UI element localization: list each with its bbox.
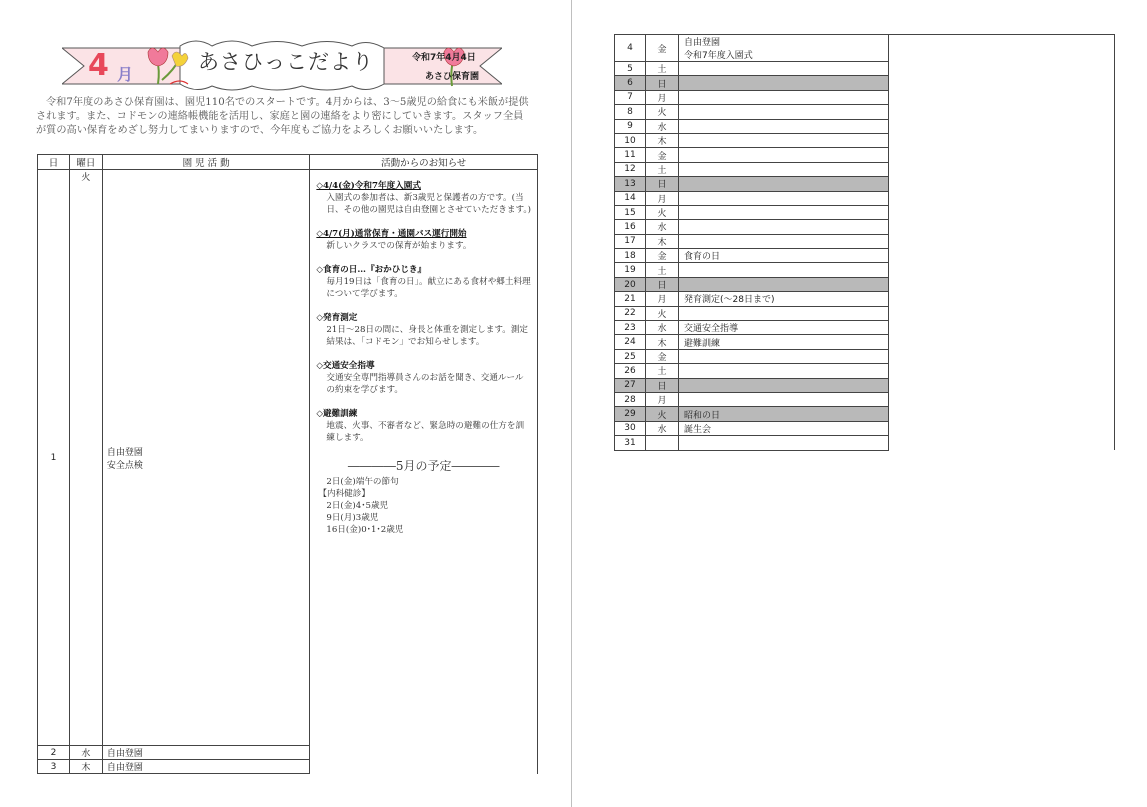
activity-line: 避難訓練 — [684, 338, 721, 349]
month-number: 4 — [88, 48, 109, 83]
weekday-cell: 木 — [646, 335, 679, 349]
day-cell: 8 — [615, 105, 646, 119]
activity-cell — [679, 321, 889, 335]
header-activity: 園 児 活 動 — [102, 155, 310, 170]
activity-cell — [679, 76, 889, 90]
day-cell: 22 — [615, 306, 646, 320]
notice-item — [316, 228, 531, 252]
day-cell: 12 — [615, 162, 646, 176]
notice-title: ◇避難訓練 — [316, 409, 358, 419]
schedule-table-left — [37, 154, 538, 774]
activity-cell — [679, 349, 889, 363]
weekday-cell: 水 — [646, 321, 679, 335]
day-cell: 24 — [615, 335, 646, 349]
weekday-cell: 土 — [646, 364, 679, 378]
activity-cell — [679, 249, 889, 263]
next-month-line: 16日(金)0･1･2歳児 — [326, 525, 404, 535]
next-month-line: 9日(月)3歳児 — [326, 513, 379, 523]
weekday-cell: 日 — [646, 177, 679, 191]
table-header-row — [38, 155, 538, 170]
notice-title: ◇発育測定 — [316, 313, 358, 323]
activity-line: 昭和の日 — [684, 410, 721, 421]
page-divider — [571, 0, 572, 807]
notice-body: 毎月19日は「食育の日」。献立にある食材や郷土料理について学びます。 — [326, 277, 531, 299]
activity-cell — [679, 378, 889, 392]
weekday-cell: 木 — [646, 133, 679, 147]
activity-cell — [679, 421, 889, 435]
weekday-cell: 水 — [69, 746, 102, 760]
weekday-cell: 月 — [646, 292, 679, 306]
weekday-cell: 火 — [646, 205, 679, 219]
weekday-cell: 土 — [646, 263, 679, 277]
activity-cell — [679, 306, 889, 320]
day-cell: 25 — [615, 349, 646, 363]
next-month-line: 2日(金)端午の節句 — [326, 477, 399, 487]
header-weekday: 曜日 — [69, 155, 102, 170]
activity-cell — [679, 191, 889, 205]
day-cell: 20 — [615, 277, 646, 291]
activity-cell — [679, 292, 889, 306]
day-cell: 7 — [615, 90, 646, 104]
activity-cell — [679, 335, 889, 349]
weekday-cell: 金 — [646, 249, 679, 263]
weekday-cell: 日 — [646, 76, 679, 90]
activity-cell — [679, 148, 889, 162]
activity-line: 交通安全指導 — [684, 324, 739, 335]
day-cell: 5 — [615, 62, 646, 76]
activity-line: 令和7年度入園式 — [684, 51, 753, 61]
activity-cell — [679, 277, 889, 291]
month-kanji: 月 — [117, 65, 134, 84]
day-cell: 18 — [615, 249, 646, 263]
activity-line: 自由登園 — [106, 447, 143, 458]
day-cell: 31 — [615, 436, 646, 450]
next-month-heading: ――――5月の予定―――― — [347, 459, 500, 473]
weekday-cell: 木 — [646, 234, 679, 248]
notice-item — [316, 408, 531, 444]
weekday-cell: 月 — [646, 392, 679, 406]
day-cell: 23 — [615, 321, 646, 335]
activity-cell — [679, 263, 889, 277]
day-cell: 28 — [615, 392, 646, 406]
blank-notes-column — [889, 35, 1115, 451]
day-cell: 29 — [615, 407, 646, 421]
next-month-line: 2日(金)4･5歳児 — [326, 501, 389, 511]
notice-item — [316, 180, 531, 216]
notice-title: ◇4/7(月)通常保育・通園バス運行開始 — [316, 229, 467, 239]
day-cell: 13 — [615, 177, 646, 191]
day-cell: 15 — [615, 205, 646, 219]
activity-cell: 自由登園 — [102, 760, 310, 774]
day-cell: 9 — [615, 119, 646, 133]
activity-cell — [679, 162, 889, 176]
activity-cell — [679, 62, 889, 76]
notice-body: 入園式の参加者は、新3歳児と保護者の方です。(当日、その他の園児は自由登園とさせていただきます。) — [326, 193, 531, 215]
activity-cell — [679, 133, 889, 147]
day-cell: 16 — [615, 220, 646, 234]
activity-cell — [679, 177, 889, 191]
weekday-cell: 金 — [646, 349, 679, 363]
weekday-cell: 月 — [646, 90, 679, 104]
day-cell: 27 — [615, 378, 646, 392]
activity-cell — [102, 170, 310, 746]
day-cell: 1 — [38, 170, 70, 746]
notice-list — [310, 170, 537, 536]
day-cell: 4 — [615, 35, 646, 62]
notice-body: 21日～28日の間に、身長と体重を測定します。測定結果は、「コドモン」でお知らせします。 — [326, 325, 529, 347]
notice-title: ◇交通安全指導 — [316, 361, 375, 371]
day-cell: 17 — [615, 234, 646, 248]
activity-cell — [679, 90, 889, 104]
header-notices: 活動からのお知らせ — [310, 155, 538, 170]
notice-title: ◇4/4(金)令和7年度入園式 — [316, 181, 421, 191]
notice-item — [316, 312, 531, 348]
weekday-cell: 火 — [646, 105, 679, 119]
activity-cell — [679, 436, 889, 450]
notice-item — [316, 264, 531, 300]
notice-body: 地震、火事、不審者など、緊急時の避難の仕方を訓練します。 — [326, 421, 525, 443]
school-name: あさひ保育園 — [425, 72, 480, 82]
newsletter-title: あさひっこだより — [198, 50, 374, 74]
weekday-cell: 火 — [646, 306, 679, 320]
activity-cell — [679, 392, 889, 406]
weekday-cell: 水 — [646, 421, 679, 435]
weekday-cell: 土 — [646, 62, 679, 76]
day-cell: 2 — [38, 746, 70, 760]
intro-paragraph: 令和7年度のあさひ保育園は、園児110名でのスタートです。4月からは、3～5歳児の給食にも米飯が提供されます。また、コドモンの連絡帳機能を活用し、家庭と園の連絡をより密にしていきます。スタッフ全員が質の高い保育をめざし努力してまいりますので、今年度もご協力をよろしくお願いいたします。 — [36, 97, 529, 136]
activity-line: 自由登園 — [684, 38, 721, 48]
weekday-cell: 日 — [646, 277, 679, 291]
notice-body: 新しいクラスでの保育が始まります。 — [326, 241, 472, 251]
weekday-cell: 金 — [646, 148, 679, 162]
activity-cell — [679, 220, 889, 234]
day-cell: 10 — [615, 133, 646, 147]
day-cell: 19 — [615, 263, 646, 277]
day-cell: 14 — [615, 191, 646, 205]
table-row — [38, 170, 538, 746]
activity-line: 誕生会 — [684, 424, 712, 435]
activity-cell: 自由登園 — [102, 746, 310, 760]
weekday-cell: 水 — [646, 220, 679, 234]
day-cell: 26 — [615, 364, 646, 378]
activity-cell — [679, 119, 889, 133]
notice-body: 交通安全専門指導員さんのお話を聞き、交通ルールの約束を学びます。 — [326, 373, 524, 395]
weekday-cell — [646, 436, 679, 450]
notice-item — [316, 360, 531, 396]
activity-cell — [679, 234, 889, 248]
weekday-cell: 土 — [646, 162, 679, 176]
activity-cell — [679, 407, 889, 421]
activity-line: 発育測定(～28日まで) — [684, 295, 775, 306]
day-cell: 30 — [615, 421, 646, 435]
notice-cell — [310, 170, 538, 774]
day-cell: 11 — [615, 148, 646, 162]
weekday-cell: 火 — [69, 170, 102, 746]
activity-line: 食育の日 — [684, 252, 721, 263]
activity-cell — [679, 105, 889, 119]
weekday-cell: 木 — [69, 760, 102, 774]
activity-cell — [679, 364, 889, 378]
notice-title: ◇食育の日…『おかひじき』 — [316, 265, 427, 275]
day-cell: 21 — [615, 292, 646, 306]
header-day: 日 — [38, 155, 70, 170]
activity-line: 安全点検 — [106, 460, 143, 471]
schedule-table-right — [614, 34, 1115, 451]
table-row — [615, 35, 1115, 62]
day-cell: 3 — [38, 760, 70, 774]
weekday-cell: 水 — [646, 119, 679, 133]
next-month-line: 【内科健診】 — [318, 489, 370, 499]
weekday-cell: 月 — [646, 191, 679, 205]
activity-cell — [679, 35, 889, 62]
weekday-cell: 金 — [646, 35, 679, 62]
activity-cell — [679, 205, 889, 219]
day-cell: 6 — [615, 76, 646, 90]
weekday-cell: 日 — [646, 378, 679, 392]
weekday-cell: 火 — [646, 407, 679, 421]
issue-date: 令和7年4月4日 — [412, 53, 476, 63]
